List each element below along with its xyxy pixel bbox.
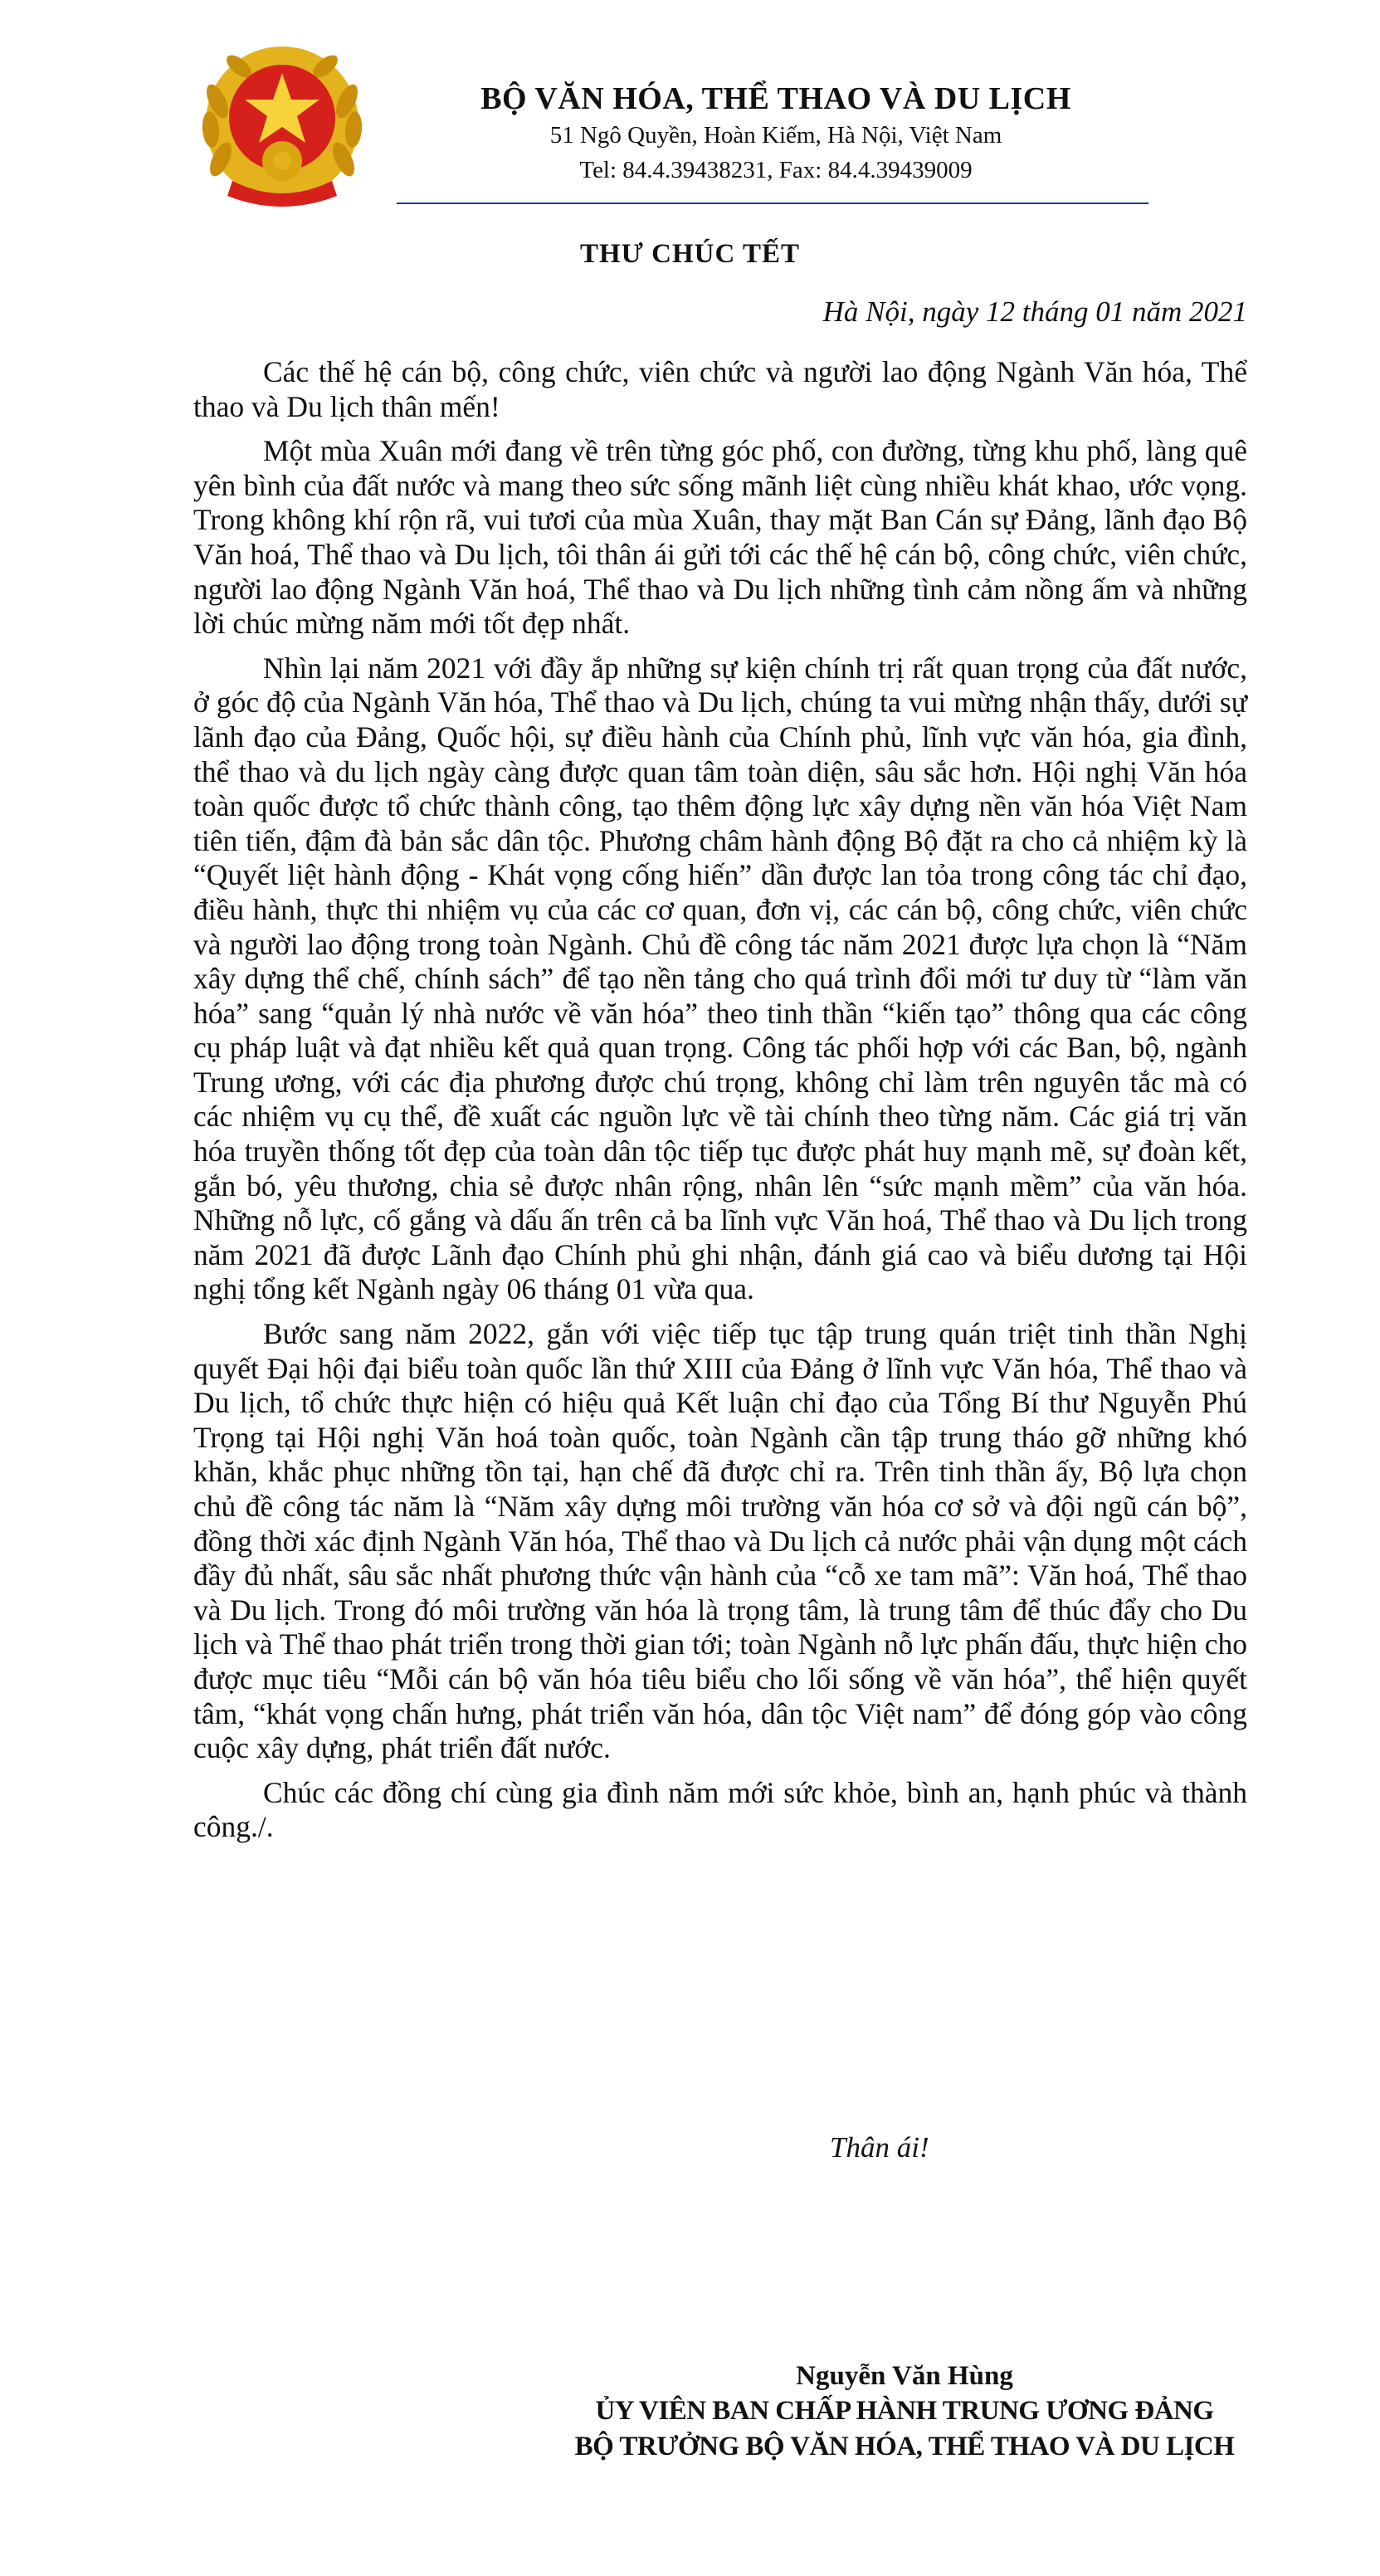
body-paragraph: Nhìn lại năm 2021 với đầy ắp những sự kiện chính trị rất quan trọng của đất nước, ở góc độ của Ngành Văn hóa, Thể thao và Du lịch, chúng ta vui mừng nhận thấy, dưới sự lãnh đạo của Đảng, Quốc hội, sự điều hành của Chính phủ, lĩnh vực văn hóa, gia đình, thể thao và du lịch ngày càng được quan tâm toàn diện, sâu sắc hơn. Hội nghị Văn hóa toàn quốc được tổ chức thành công, tạo thêm động lực xây dựng nền văn hóa Việt Nam tiên tiến, đậm đà bản sắc dân tộc. Phương châm hành động Bộ đặt ra cho cả nhiệm kỳ là “Quyết liệt hành động - Khát vọng cống hiến” dần được lan tỏa trong công tác chỉ đạo, điều hành, thực thi nhiệm vụ của các cơ quan, đơn vị, các cán bộ, công chức, viên chức và người lao động trong toàn Ngành. Chủ đề công tác năm 2021 được lựa chọn là “Năm xây dựng thể chế, chính sách” để tạo nền tảng cho quá trình đổi mới tư duy từ “làm văn hóa” sang “quản lý nhà nước về văn hóa” theo tinh thần “kiến tạo” thông qua các công cụ pháp luật và đạt nhiều kết quả quan trọng. Công tác phối hợp với các Ban, bộ, ngành Trung ương, với các địa phương được chú trọng, không chỉ làm trên nguyên tắc mà có các nhiệm vụ cụ thể, đề xuất các nguồn lực về tài chính theo từng năm. Các giá trị văn hóa truyền thống tốt đẹp của toàn dân tộc tiếp tục được phát huy mạnh mẽ, sự đoàn kết, gắn bó, yêu thương, chia sẻ được nhân rộng, nhân lên “sức mạnh mềm” của văn hóa. Những nỗ lực, cố gắng và dấu ấn trên cả ba lĩnh vực Văn hoá, Thể thao và Du lịch trong năm 2021 đã được Lãnh đạo Chính phủ ghi nhận, đánh giá cao và biểu dương tại Hội nghị tổng kết Ngành ngày 06 tháng 01 vừa qua. xyxy=(193,651,1247,1306)
body-paragraph: Bước sang năm 2022, gắn với việc tiếp tục tập trung quán triệt tinh thần Nghị quyết Đại hội đại biểu toàn quốc lần thứ XIII của Đảng ở lĩnh vực Văn hóa, Thể thao và Du lịch, tổ chức thực hiện có hiệu quả Kết luận chỉ đạo của Tổng Bí thư Nguyễn Phú Trọng tại Hội nghị Văn hoá toàn quốc, toàn Ngành cần tập trung tháo gỡ những khó khăn, khắc phục những tồn tại, hạn chế đã được chỉ ra. Trên tinh thần ấy, Bộ lựa chọn chủ đề công tác năm là “Năm xây dựng môi trường văn hóa cơ sở và đội ngũ cán bộ”, đồng thời xác định Ngành Văn hóa, Thể thao và Du lịch cả nước phải vận dụng một cách đầy đủ nhất, sâu sắc nhất phương thức vận hành của “cỗ xe tam mã”: Văn hoá, Thể thao và Du lịch. Trong đó môi trường văn hóa là trọng tâm, là trung tâm để thúc đẩy cho Du lịch và Thể thao phát triển trong thời gian tới; toàn Ngành nỗ lực phấn đấu, thực hiện cho được mục tiêu “Mỗi cán bộ văn hóa tiêu biểu cho lối sống về văn hóa”, thể hiện quyết tâm, “khát vọng chấn hưng, phát triển văn hóa, dân tộc Việt nam” để đóng góp vào công cuộc xây dựng, phát triển đất nước. xyxy=(193,1317,1247,1765)
letter-date: Hà Nội, ngày 12 tháng 01 năm 2021 xyxy=(822,295,1247,328)
signer-title: ỦY VIÊN BAN CHẤP HÀNH TRUNG ƯƠNG ĐẢNG xyxy=(595,2396,1214,2426)
national-emblem-icon xyxy=(199,43,365,209)
letter-body xyxy=(193,355,1247,1855)
letter-title: THƯ CHÚC TẾT xyxy=(579,239,801,269)
organization-name: BỘ VĂN HÓA, THỂ THAO VÀ DU LỊCH xyxy=(480,81,1071,116)
greeting-paragraph: Các thế hệ cán bộ, công chức, viên chức và người lao động Ngành Văn hóa, Thể thao và Du lịch thân mến! xyxy=(193,355,1247,423)
organization-contact: Tel: 84.4.39438231, Fax: 84.4.39439009 xyxy=(579,157,973,183)
wishes-paragraph: Chúc các đồng chí cùng gia đình năm mới sức khỏe, bình an, hạnh phúc và thành công./. xyxy=(193,1775,1247,1844)
header-divider xyxy=(397,202,1148,204)
signature-block xyxy=(531,2359,1278,2465)
letterhead xyxy=(390,80,1162,188)
body-paragraph: Một mùa Xuân mới đang về trên từng góc phố, con đường, từng khu phố, làng quê yên bình của đất nước và mang theo sức sống mãnh liệt cùng nhiều khát khao, ước vọng. Trong không khí rộn rã, vui tươi của mùa Xuân, thay mặt Ban Cán sự Đảng, lãnh đạo Bộ Văn hoá, Thể thao và Du lịch, tôi thân ái gửi tới các thế hệ cán bộ, công chức, viên chức, người lao động Ngành Văn hoá, Thể thao và Du lịch những tình cảm nồng ấm và những lời chúc mừng năm mới tốt đẹp nhất. xyxy=(193,434,1247,641)
signer-position: BỘ TRƯỞNG BỘ VĂN HÓA, THỂ THAO VÀ DU LỊCH xyxy=(574,2432,1235,2461)
closing-salutation: Thân ái! xyxy=(830,2131,929,2164)
signer-name: Nguyễn Văn Hùng xyxy=(796,2361,1013,2391)
organization-address: 51 Ngô Quyền, Hoàn Kiếm, Hà Nội, Việt Nam xyxy=(549,122,1002,149)
